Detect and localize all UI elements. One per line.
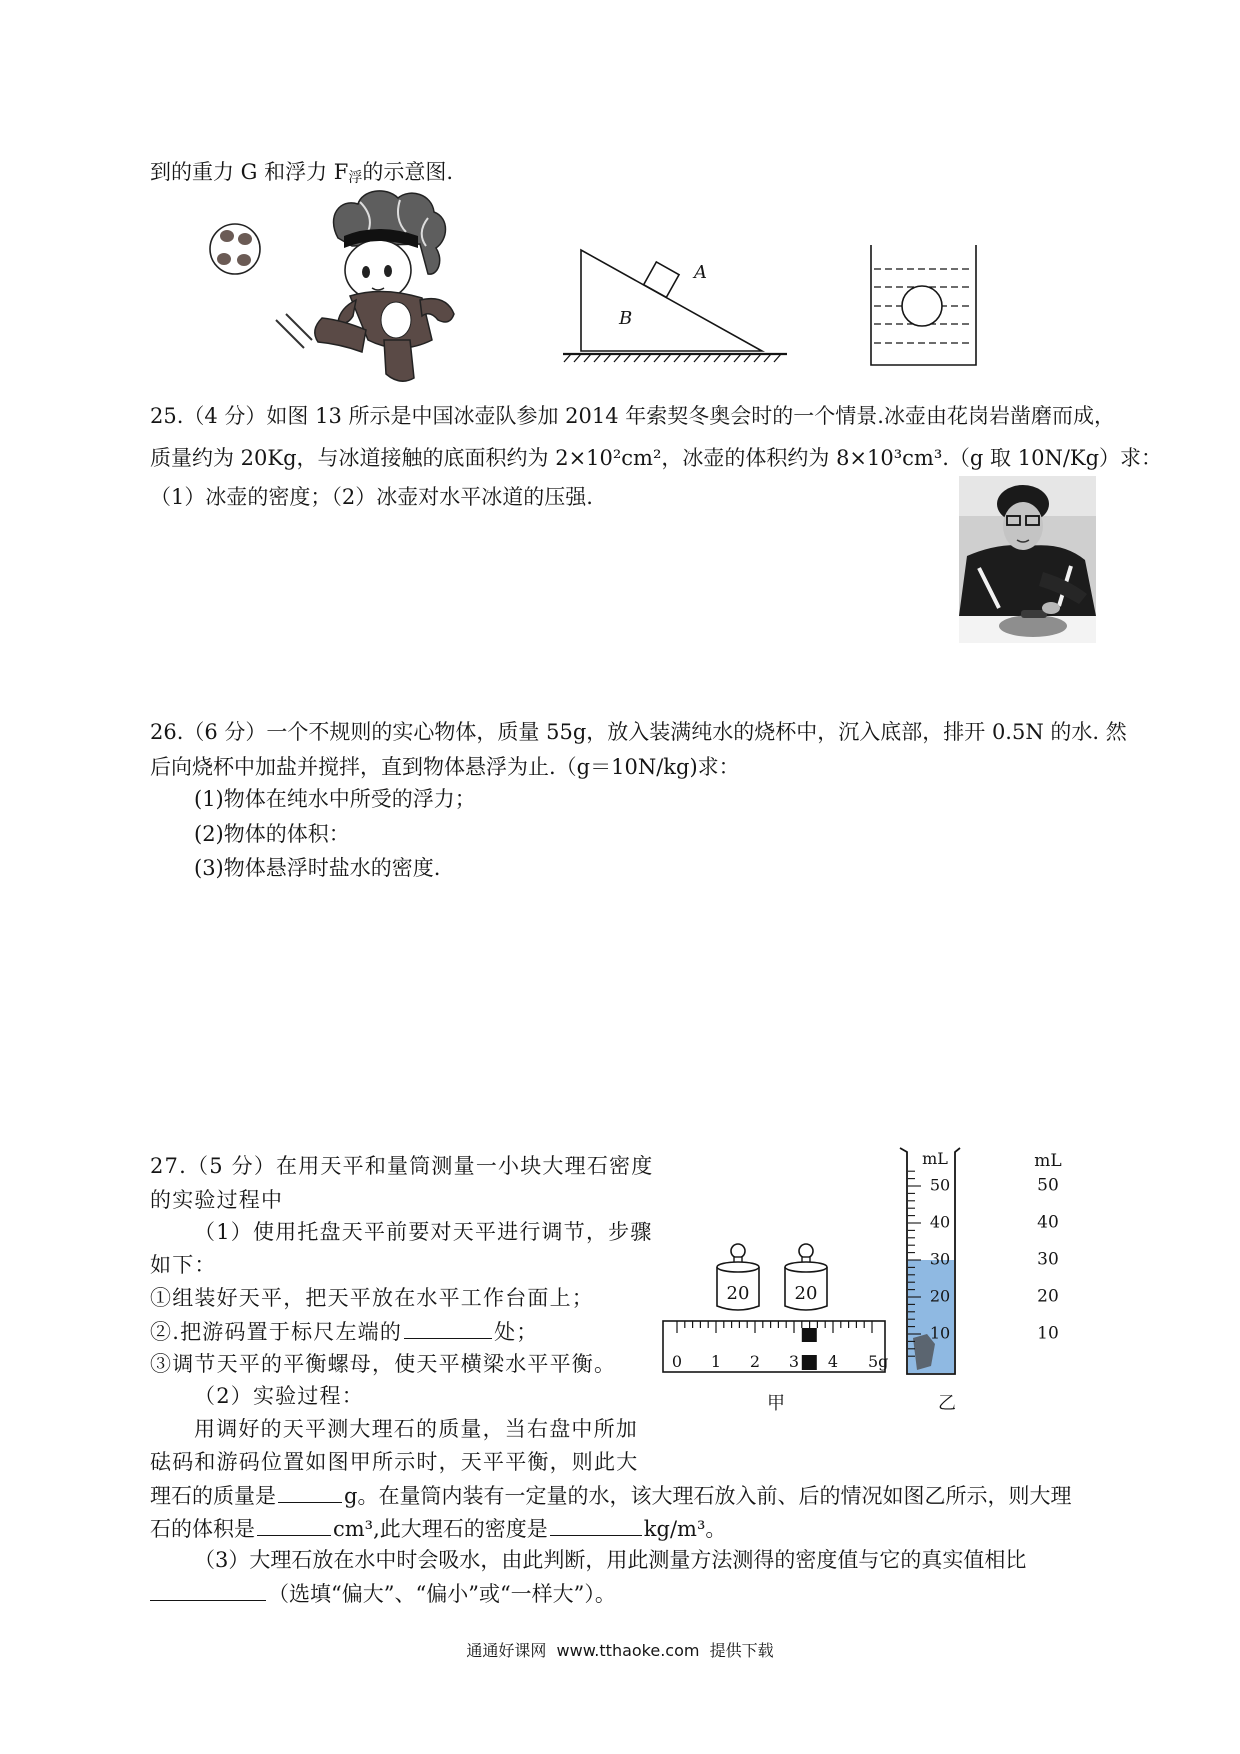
- cylinder-mark: 10: [929, 1323, 951, 1343]
- answer-blank: [404, 1319, 492, 1339]
- right-scale-mark: 50: [1037, 1175, 1059, 1196]
- kicking-mascot-figure: [260, 188, 460, 393]
- q27-part3-answer-line: [150, 1581, 616, 1606]
- mascot-kicking-leg: [315, 318, 366, 352]
- rider-bottom: [802, 1355, 817, 1370]
- balance-cylinder-figure: [655, 1140, 1075, 1385]
- ruler-label: 2: [749, 1352, 761, 1371]
- volume-text-mid: cm³,此大理石的密度是: [333, 1517, 548, 1541]
- rider-scale: [663, 1321, 885, 1372]
- q25-line-2: 质量约为 20Kg，与冰道接触的底面积约为 2×10²cm²，冰壶的体积约为 8×10³cm³.（g 取 10N/Kg）求：: [150, 446, 1163, 470]
- right-scale-mark: 30: [1037, 1249, 1059, 1270]
- mass-text-after: g。在量筒内装有一定量的水，该大理石放入前、后的情况如图乙所示，则大理: [344, 1484, 1072, 1508]
- ruler-label: 0: [671, 1352, 683, 1371]
- q26-line-2: 后向烧杯中加盐并搅拌，直到物体悬浮为止.（g＝10N/kg)求：: [150, 755, 740, 779]
- q27-part2-line-2: 砝码和游码位置如图甲所示时，天平平衡，则此大: [150, 1450, 639, 1474]
- ball-outline: [210, 224, 260, 274]
- right-scale-mark: 20: [1037, 1286, 1059, 1307]
- q26-item-1: (1)物体在纯水中所受的浮力；: [194, 787, 476, 811]
- q24-tail-subscript: 浮: [348, 170, 363, 186]
- q26-item-2: (2)物体的体积：: [194, 822, 350, 846]
- answer-blank: [278, 1483, 342, 1503]
- cylinder-mark: 50: [929, 1175, 951, 1195]
- motion-lines: [276, 314, 312, 348]
- curling-stone: [999, 615, 1067, 637]
- q27-part2-title: （2）实验过程：: [194, 1384, 364, 1408]
- rider-top: [802, 1328, 817, 1342]
- volume-text-before: 石的体积是: [150, 1517, 255, 1541]
- right-scale-unit: mL: [1034, 1151, 1062, 1171]
- answer-blank: [150, 1581, 266, 1601]
- soccer-ball-figure: [205, 219, 265, 279]
- q27-part1-cont: 如下：: [150, 1253, 217, 1277]
- q27-mass-line: [150, 1483, 1071, 1508]
- q27-step-3: ③调节天平的平衡螺母，使天平横梁水平平衡。: [150, 1352, 617, 1376]
- step2-text-after: 处；: [494, 1320, 539, 1344]
- mascot-left-arm: [338, 300, 356, 323]
- cylinder-unit: mL: [922, 1149, 948, 1168]
- weight-2: [785, 1244, 827, 1310]
- curling-photo: [959, 476, 1096, 643]
- block-a: [644, 262, 679, 297]
- weight-1: [717, 1244, 759, 1310]
- beaker-figure: [866, 240, 981, 370]
- q24-tail-before: 到的重力 G 和浮力 F: [150, 160, 349, 184]
- volume-text-after: kg/m³。: [643, 1517, 727, 1541]
- player-hand: [1042, 602, 1060, 614]
- q27-intro-2: 的实验过程中: [150, 1188, 284, 1212]
- ball-patch: [217, 253, 231, 265]
- q26-line-1: 26.（6 分）一个不规则的实心物体，质量 55g，放入装满纯水的烧杯中，沉入底部，排开 0.5N 的水. 然: [150, 720, 1127, 744]
- q27-part2-line-1: 用调好的天平测大理石的质量，当右盘中所加: [194, 1417, 638, 1441]
- q27-intro-1: 27.（5 分）在用天平和量筒测量一小块大理石密度: [150, 1154, 654, 1178]
- cylinder-mark: 30: [929, 1249, 951, 1269]
- player-jacket: [959, 545, 1096, 616]
- weight-1-label: 20: [726, 1283, 750, 1304]
- mascot-standing-leg: [384, 340, 414, 381]
- right-scale-mark: 40: [1037, 1212, 1059, 1233]
- ball-patch: [238, 233, 252, 245]
- curling-stone-handle: [1021, 610, 1047, 618]
- q26-item-3: (3)物体悬浮时盐水的密度.: [194, 856, 441, 880]
- mascot-eye: [384, 265, 392, 277]
- part3-options: （选填“偏大”、“偏小”或“一样大”）。: [268, 1582, 616, 1606]
- q24-tail-line: [150, 160, 453, 187]
- player-face: [1003, 502, 1043, 550]
- label-a: A: [694, 262, 707, 283]
- mascot-belly: [381, 302, 411, 338]
- q25-line-3: （1）冰壶的密度；（2）冰壶对水平冰道的压强.: [150, 485, 593, 509]
- q27-part3-line: （3）大理石放在水中时会吸水，由此判断，用此测量方法测得的密度值与它的真实值相比: [194, 1548, 1027, 1572]
- ruler-label: 5g: [868, 1352, 889, 1371]
- ruler-label: 1: [710, 1352, 722, 1371]
- label-b: B: [619, 308, 633, 329]
- step2-text-before: ②.把游码置于标尺左端的: [150, 1320, 403, 1344]
- q27-step-2: [150, 1319, 538, 1344]
- right-scale-mark: 10: [1037, 1323, 1059, 1344]
- ball-patch: [237, 254, 251, 266]
- cylinder-mark: 40: [929, 1212, 951, 1232]
- figure-yi-caption: 乙: [938, 1393, 956, 1414]
- page-footer: 通通好课网 www.tthaoke.com 提供下载: [466, 1641, 774, 1660]
- ruler-label: 4: [827, 1352, 839, 1371]
- answer-blank: [550, 1516, 642, 1536]
- q24-tail-after: 的示意图.: [362, 160, 454, 184]
- q25-line-1: 25.（4 分）如图 13 所示是中国冰壶队参加 2014 年索契冬奥会时的一个情景.冰壶由花岗岩凿磨而成，: [150, 404, 1115, 428]
- ruler-label: 3: [788, 1352, 800, 1371]
- q27-part1-title: （1）使用托盘天平前要对天平进行调节，步骤: [194, 1220, 653, 1244]
- ground-hatch: [564, 354, 781, 362]
- incline-triangle: [581, 250, 762, 351]
- weight-2-label: 20: [794, 1283, 818, 1304]
- answer-blank: [257, 1516, 331, 1536]
- mass-text-before: 理石的质量是: [150, 1484, 276, 1508]
- figure-jia-caption: 甲: [767, 1393, 785, 1414]
- q27-volume-line: [150, 1516, 726, 1541]
- q27-step-1: ①组装好天平，把天平放在水平工作台面上；: [150, 1286, 594, 1310]
- cylinder-mark: 20: [929, 1286, 951, 1306]
- ball-patch: [220, 230, 234, 242]
- mascot-eye: [362, 266, 370, 278]
- incline-figure: [555, 240, 795, 370]
- floating-ball: [902, 286, 942, 326]
